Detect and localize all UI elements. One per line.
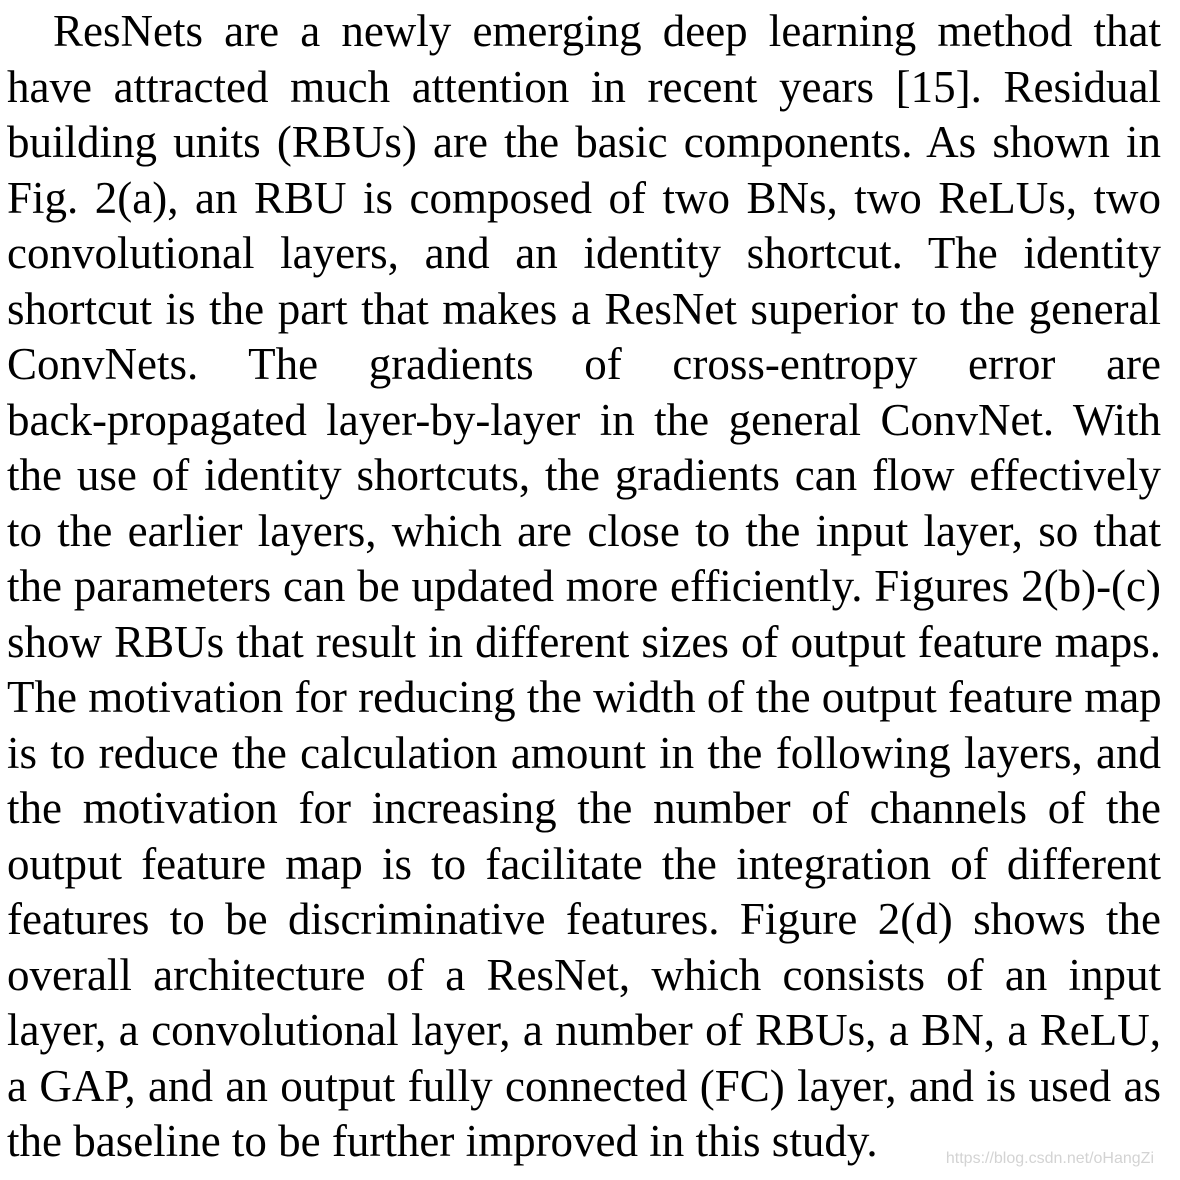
paragraph-body [7,4,1161,1170]
text-line-4: Fig. 2(a), an RBU is composed of two BNs, two ReLUs, two [7,172,1161,223]
text-line-7: ConvNets. The gradients of cross-entropy error are [7,339,1161,389]
text-line-2: have attracted much attention in recent years [15]. Residual [7,61,1161,112]
text-line-9: the use of identity shortcuts, the gradients can flow effectively [7,450,1161,500]
text-line-8: back-propagated layer-by-layer in the general ConvNet. With [7,394,1161,445]
text-line-19: layer, a convolutional layer, a number of RBUs, a BN, a ReLU, [7,1005,1161,1055]
text-line-18: overall architecture of a ResNet, which consists of an input [7,949,1161,1000]
text-line-12: show RBUs that result in different sizes of output feature maps. [7,616,1161,667]
text-line-5: convolutional layers, and an identity shortcut. The identity [7,228,1161,278]
text-line-3: building units (RBUs) are the basic components. As shown in [7,117,1161,167]
text-line-1: ResNets are a newly emerging deep learning method that [53,6,1161,56]
text-line-6: shortcut is the part that makes a ResNet superior to the general [7,283,1161,334]
watermark-url: https://blog.csdn.net/oHangZi [945,1150,1154,1167]
text-line-13: The motivation for reducing the width of the output feature map [7,672,1162,722]
text-line-10: to the earlier layers, which are close to the input layer, so that [7,505,1161,556]
text-line-11: the parameters can be updated more efficiently. Figures 2(b)-(c) [7,561,1161,611]
text-line-20: a GAP, and an output fully connected (FC) layer, and is used as [7,1060,1161,1111]
text-line-21: the baseline to be further improved in this study. [7,1116,878,1166]
text-line-14: is to reduce the calculation amount in the following layers, and [7,727,1161,778]
text-line-15: the motivation for increasing the number of channels of the [7,783,1161,833]
text-line-17: features to be discriminative features. Figure 2(d) shows the [7,894,1161,944]
text-line-16: output feature map is to facilitate the integration of different [7,838,1161,889]
